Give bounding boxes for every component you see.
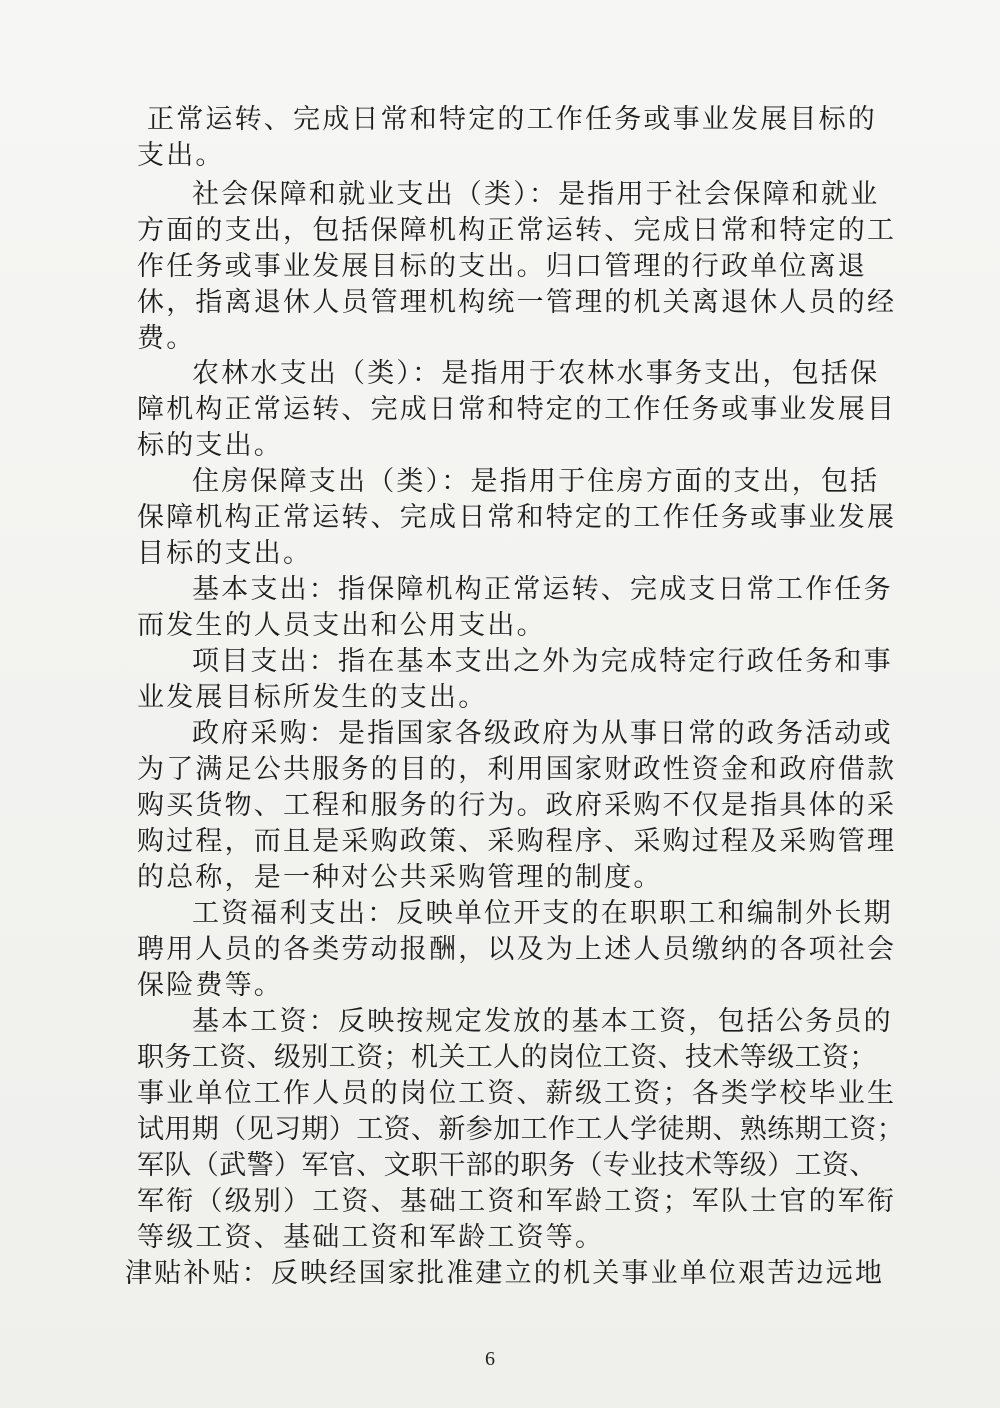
text-line: 目标的支出。 <box>137 538 313 569</box>
text-line: 基本支出：指保障机构正常运转、完成支日常工作任务 <box>192 574 893 605</box>
text-line: 的总称，是一种对公共采购管理的制度。 <box>137 862 663 893</box>
text-line: 购过程，而且是采购政策、采购程序、采购过程及采购管理 <box>137 826 897 857</box>
text-line: 休，指离退休人员管理机构统一管理的机关离退休人员的经 <box>137 287 897 318</box>
text-line: 保障机构正常运转、完成日常和特定的工作任务或事业发展 <box>137 502 897 533</box>
text-line: 等级工资、基础工资和军龄工资等。 <box>137 1222 605 1253</box>
text-line: 职务工资、级别工资；机关工人的岗位工资、技术等级工资； <box>137 1042 877 1073</box>
text-line: 支出。 <box>137 140 225 171</box>
text-line: 方面的支出，包括保障机构正常运转、完成日常和特定的工 <box>137 215 897 246</box>
text-line: 聘用人员的各类劳动报酬，以及为上述人员缴纳的各项社会 <box>137 934 897 965</box>
text-line: 津贴补贴：反映经国家批准建立的机关事业单位艰苦边远地 <box>125 1258 885 1289</box>
text-line: 业发展目标所发生的支出。 <box>137 682 488 713</box>
text-line: 作任务或事业发展目标的支出。归口管理的行政单位离退 <box>137 251 867 282</box>
text-line: 障机构正常运转、完成日常和特定的工作任务或事业发展目 <box>137 394 897 425</box>
text-line: 项目支出：指在基本支出之外为完成特定行政任务和事 <box>192 646 893 677</box>
text-line: 军队（武警）军官、文职干部的职务（专业技术等级）工资、 <box>137 1150 877 1181</box>
text-line: 农林水支出（类）：是指用于农林水事务支出，包括保 <box>192 358 880 389</box>
text-line: 工资福利支出：反映单位开支的在职职工和编制外长期 <box>192 898 893 929</box>
text-line: 标的支出。 <box>137 430 283 461</box>
text-line: 而发生的人员支出和公用支出。 <box>137 610 546 641</box>
text-line: 社会保障和就业支出（类）：是指用于社会保障和就业 <box>192 179 880 210</box>
text-line: 购买货物、工程和服务的行为。政府采购不仅是指具体的采 <box>137 790 897 821</box>
text-line: 住房保障支出（类）：是指用于住房方面的支出，包括 <box>192 466 880 497</box>
text-line: 事业单位工作人员的岗位工资、薪级工资；各类学校毕业生 <box>137 1078 897 1109</box>
text-line: 军衔（级别）工资、基础工资和军龄工资；军队士官的军衔 <box>137 1186 897 1217</box>
text-line: 基本工资：反映按规定发放的基本工资，包括公务员的 <box>192 1006 893 1037</box>
text-line: 费。 <box>137 323 196 354</box>
text-line: 保险费等。 <box>137 970 283 1001</box>
text-line: 政府采购：是指国家各级政府为从事日常的政务活动或 <box>192 718 893 749</box>
text-line: 试用期（见习期）工资、新参加工作工人学徒期、熟练期工资； <box>137 1114 905 1145</box>
page-number: 6 <box>485 1348 495 1370</box>
text-line: 正常运转、完成日常和特定的工作任务或事业发展目标的 <box>147 104 877 135</box>
text-line: 为了满足公共服务的目的，利用国家财政性资金和政府借款 <box>137 754 897 785</box>
